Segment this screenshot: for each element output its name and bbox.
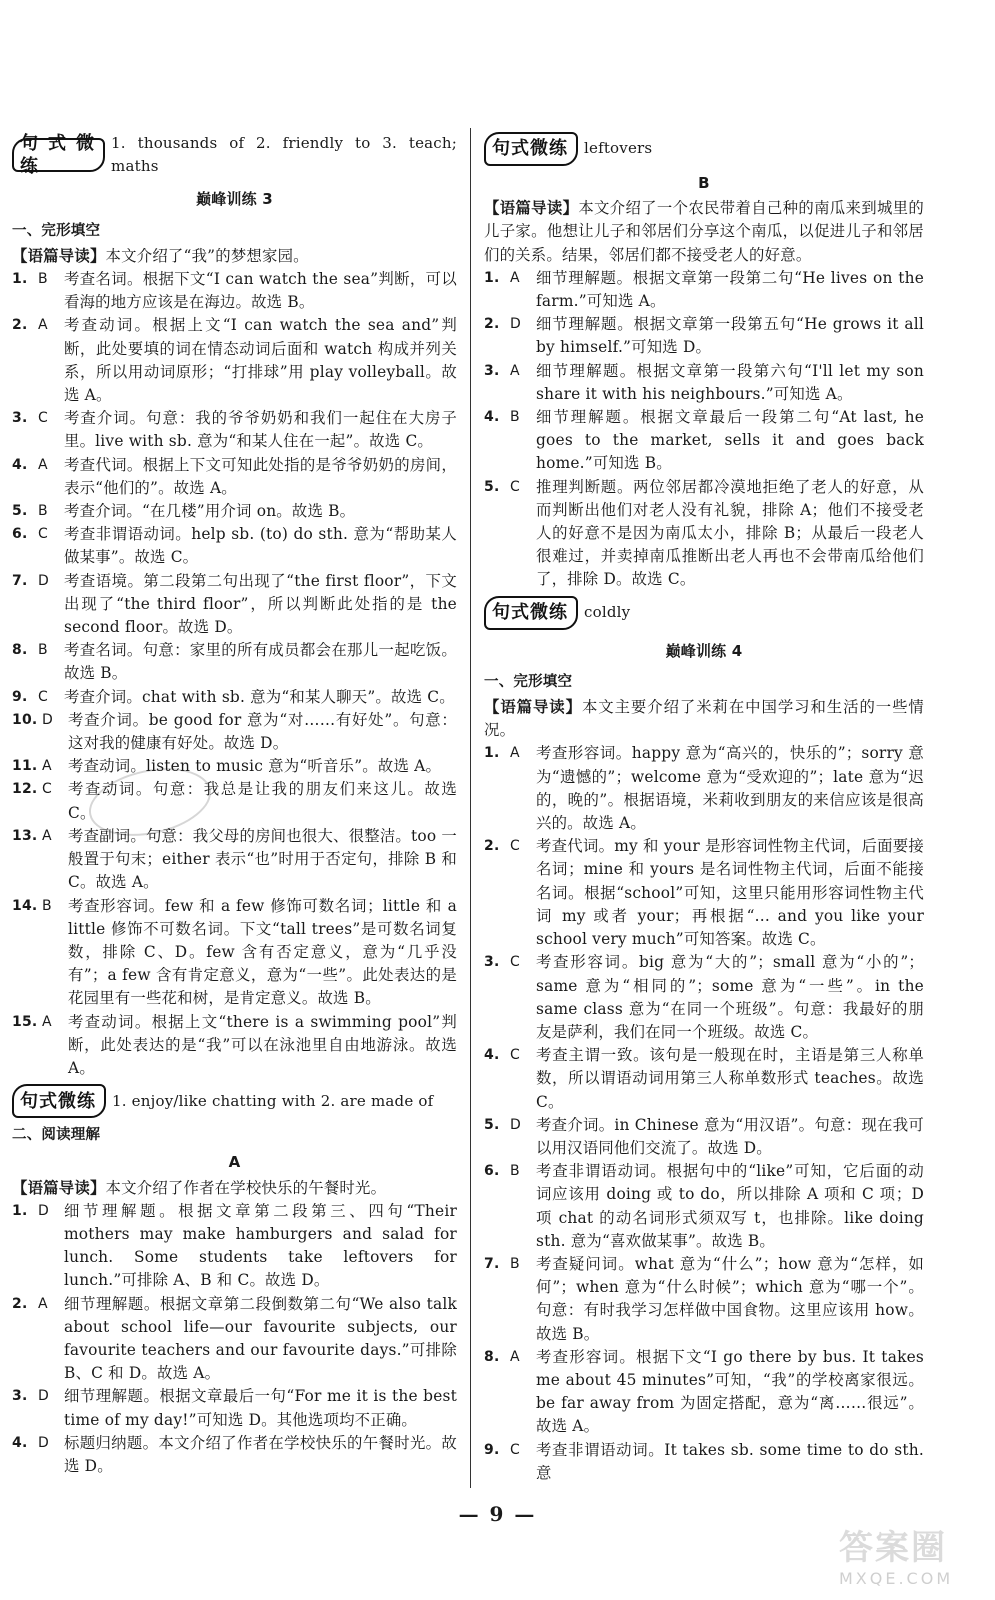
answer-item (484, 1044, 924, 1114)
item-answer: C (510, 838, 520, 855)
page-number: — 9 — (458, 1502, 537, 1526)
item-explanation: 细节理解题。根据文章第一段第五句“He grows it all by himself.”可知选 D。 (536, 315, 924, 357)
answer-item (12, 639, 457, 685)
practice-block (484, 596, 924, 630)
item-number: 5. (12, 503, 28, 520)
item-answer: C (38, 410, 48, 427)
item-explanation: 细节理解题。根据文章第一段第六句“I'll let my son share it with his neighbours.”可知选 A。 (536, 361, 924, 403)
item-explanation: 考查疑问词。what 意为“什么”；how 意为“怎样，如何”；when 意为“什么时候”；which 意为“哪一个”。句意：有时我学习怎样做中国食物。这里应该用 how。故选 B。 (536, 1254, 924, 1343)
item-number: 8. (12, 642, 28, 659)
item-answer: B (38, 503, 48, 520)
item-number: 2. (484, 316, 500, 333)
answer-item (12, 1011, 457, 1081)
item-number: 9. (12, 688, 28, 705)
item-explanation: 考查形容词。happy 意为“高兴的，快乐的”；sorry 意为“遗憾的”；welcome 意为“受欢迎的”；late 意为“迟的，晚的”。根据语境，米莉收到朋友的来信应该是很高兴的。故选 A。 (536, 744, 924, 833)
practice-answers: 1. enjoy/like chatting with 2. are made of (112, 1091, 434, 1110)
daodu-text: 本文介绍了作者在学校快乐的午餐时光。 (105, 1178, 387, 1197)
item-number: 8. (484, 1348, 500, 1365)
answer-item (484, 1114, 924, 1160)
item-number: 4. (484, 1047, 500, 1064)
item-explanation: 细节理解题。根据文章最后一句“For me it is the best time of my day!”可知选 D。其他选项均不正确。 (64, 1387, 457, 1429)
column-divider (470, 128, 471, 1488)
item-number: 6. (12, 526, 28, 543)
daodu-text: 本文主要介绍了米莉在中国学习和生活的一些情况。 (484, 698, 925, 740)
item-number: 14. (12, 897, 38, 914)
item-answer: D (38, 1388, 49, 1405)
answer-item (12, 755, 457, 778)
practice-block (12, 1084, 457, 1118)
item-number: 10. (12, 711, 38, 728)
daodu-text: 本文介绍了“我”的梦想家园。 (105, 246, 309, 265)
item-number: 1. (484, 269, 500, 286)
item-explanation: 考查形容词。根据下文“I go there by bus. It takes me about 45 minutes”可知，“我”的学校离家很远。be far away from 为固定搭配，意为“离……很远”。故选 A。 (536, 1347, 924, 1436)
answer-item (12, 500, 457, 523)
answer-item (484, 267, 924, 313)
answer-item (12, 268, 457, 314)
answer-item (12, 523, 457, 569)
practice-badge: 句式微练 (484, 596, 578, 630)
item-number: 11. (12, 758, 38, 775)
item-answer: B (510, 409, 520, 426)
item-answer: A (510, 269, 520, 286)
answer-item (484, 742, 924, 835)
daodu (12, 1177, 457, 1200)
daodu-tag: 【语篇导读】 (484, 698, 582, 717)
item-explanation: 考查非谓语动词。It takes sb. some time to do sth. 意 (536, 1440, 924, 1482)
item-explanation: 考查名词。根据下文“I can watch the sea”判断，可以看海的地方应该是在海边。故选 B。 (64, 270, 457, 312)
item-answer: B (42, 897, 52, 914)
daodu-tag: 【语篇导读】 (484, 199, 579, 218)
item-answer: A (510, 1348, 520, 1365)
answer-item (12, 1293, 457, 1386)
item-explanation: 考查主谓一致。该句是一般现在时，主语是第三人称单数，所以谓语动词用第三人称单数形式 teaches。故选 C。 (536, 1046, 924, 1111)
item-explanation: 考查介词。in Chinese 意为“用汉语”。句意：现在我可以用汉语同他们交流了。故选 D。 (536, 1115, 924, 1157)
item-answer: A (510, 745, 520, 762)
item-explanation: 细节理解题。根据文章第二段第三、四句“Their mothers may make hamburgers and salad for lunch. Some students take leftovers for lunch.”可排除 A、B 和 C。故选 D。 (64, 1201, 457, 1290)
practice-badge: 句式微练 (12, 138, 105, 172)
answer-item (484, 360, 924, 406)
answer-item (12, 1200, 457, 1293)
answer-item (12, 407, 457, 453)
item-answer: D (510, 316, 521, 333)
answer-item (484, 476, 924, 592)
answer-item (484, 1160, 924, 1253)
answer-list (12, 268, 457, 1080)
watermark-main: 答案圈 (839, 1528, 947, 1568)
practice-answers: leftovers (584, 139, 653, 158)
item-explanation: 考查代词。根据上下文可知此处指的是爷爷奶奶的房间，表示“他们的”。故选 A。 (64, 455, 457, 497)
item-answer: A (42, 1013, 52, 1030)
item-explanation: 考查动词。根据上文“I can watch the sea and”判断，此处要填的词在情态动词后面和 watch 构成并列关系，所以用动词原形；“打排球”用 play volleyball。故选 A。 (64, 316, 457, 405)
part-heading: 一、完形填空 (12, 222, 101, 239)
item-answer: A (38, 317, 48, 334)
item-answer: D (38, 1202, 49, 1219)
answer-item (12, 825, 457, 895)
item-answer: A (42, 758, 52, 775)
item-explanation: 细节理解题。根据文章第二段倒数第二句“We also talk about school life—our favourite subjects, our favourite teachers and our favourite days.”可排除 B、C 和 D。故选 A。 (64, 1294, 457, 1383)
item-explanation: 考查非谓语动词。根据句中的“like”可知，它后面的动词应该用 doing 或 to do，所以排除 A 项和 C 项；D 项 chat 的动名词形式须双写 t，也排除。like doing sth. 意为“喜欢做某事”。故选 B。 (536, 1162, 924, 1250)
daodu-tag: 【语篇导读】 (12, 1178, 106, 1197)
item-explanation: 细节理解题。根据文章最后一段第二句“At last, he goes to the market, sells it and goes back home.”可知选 B。 (536, 408, 924, 473)
item-number: 5. (484, 1116, 500, 1133)
item-answer: C (510, 954, 520, 971)
part-heading: 二、阅读理解 (12, 1127, 101, 1144)
item-answer: C (510, 1441, 520, 1458)
item-explanation: 推理判断题。两位邻居都冷漠地拒绝了老人的好意，从而判断出他们对老人没有礼貌，排除 A；他们不接受老人的好意不是因为南瓜太小，排除 B；从最后一段老人很难过，并卖掉南瓜推断出老人再也不会带南瓜给他们了，排除 D。故选 C。 (536, 477, 924, 589)
item-explanation: 考查动词。根据上文“there is a swimming pool”判断，此处表达的是“我”可以在泳池里自由地游泳。故选 A。 (68, 1012, 457, 1077)
item-explanation: 考查动词。句意：我总是让我的朋友们来这儿。故选 C。 (68, 780, 457, 822)
item-explanation: 考查动词。listen to music 意为“听音乐”。故选 A。 (68, 757, 442, 776)
answer-item (484, 835, 924, 951)
item-explanation: 考查非谓语动词。help sb. (to) do sth. 意为“帮助某人做某事”。故选 C。 (64, 525, 457, 567)
answer-item (12, 778, 457, 824)
item-answer: C (38, 526, 48, 543)
part-heading: 一、完形填空 (484, 673, 573, 690)
item-number: 1. (12, 1202, 28, 1219)
item-number: 3. (12, 410, 28, 427)
item-explanation: 细节理解题。根据文章第一段第二句“He lives on the farm.”可知选 A。 (536, 268, 924, 311)
answer-item (484, 1439, 924, 1485)
item-explanation: 考查副词。句意：我父母的房间也很大、很整洁。too 一般置于句末；either 表示“也”时用于否定句，排除 B 和 C。故选 A。 (68, 826, 457, 892)
answer-item (484, 406, 924, 476)
answer-list (484, 267, 924, 592)
practice-badge: 句式微练 (12, 1084, 106, 1118)
answer-item (484, 1346, 924, 1439)
passage-letter: B (698, 174, 710, 192)
item-explanation: 考查形容词。big 意为“大的”；small 意为“小的”；same 意为“相同的”；some 意为“一些”。in the same class 意为“在同一个班级”。句意：我最好的朋友是萨利，我们在同一个班级。故选 C。 (536, 953, 924, 1041)
item-number: 3. (484, 362, 500, 379)
daodu (484, 197, 924, 267)
item-number: 3. (484, 954, 500, 971)
item-number: 4. (484, 409, 500, 426)
item-answer: C (510, 1047, 520, 1064)
answer-item (12, 570, 457, 640)
item-number: 7. (484, 1255, 500, 1272)
practice-block (12, 132, 457, 178)
practice-answers: coldly (584, 603, 631, 622)
item-explanation: 考查介词。chat with sb. 意为“和某人聊天”。故选 C。 (64, 687, 455, 706)
item-number: 2. (12, 317, 28, 334)
section-title: 巅峰训练 3 (196, 190, 273, 209)
item-number: 1. (12, 271, 28, 288)
item-answer: B (510, 1255, 520, 1272)
answer-item (12, 895, 457, 1011)
answer-list (484, 742, 924, 1485)
item-number: 4. (12, 1434, 28, 1451)
section-title: 巅峰训练 4 (665, 641, 743, 660)
daodu-text: 本文介绍了一个农民带着自己种的南瓜来到城里的儿子家。他想让儿子和邻居们分享这个南瓜，以促进儿子和邻居们的关系。结果，邻居们都不接受老人的好意。 (484, 199, 924, 264)
practice-answers: 1. thousands of 2. friendly to 3. teach; maths (111, 134, 457, 176)
answer-item (484, 1253, 924, 1346)
answer-item (12, 454, 457, 500)
watermark-logo (839, 1520, 969, 1590)
item-answer: D (42, 711, 53, 728)
daodu (12, 245, 457, 268)
item-number: 2. (12, 1295, 28, 1312)
item-answer: B (38, 642, 48, 659)
item-number: 12. (12, 781, 38, 798)
left-column (12, 128, 457, 1478)
item-number: 5. (484, 478, 500, 495)
item-answer: C (38, 688, 48, 705)
item-answer: D (38, 572, 49, 589)
daodu-tag: 【语篇导读】 (12, 246, 106, 265)
item-explanation: 考查介词。句意：我的爷爷奶奶和我们一起住在大房子里。live with sb. 意为“和某人住在一起”。故选 C。 (64, 409, 457, 451)
answer-item (484, 951, 924, 1044)
item-explanation: 考查介词。“在几楼”用介词 on。故选 B。 (64, 502, 356, 521)
answer-list (12, 1200, 457, 1478)
item-answer: A (38, 1295, 48, 1312)
answer-item (12, 686, 457, 709)
passage-letter: A (228, 1153, 241, 1172)
item-explanation: 考查名词。句意：家里的所有成员都会在那儿一起吃饭。故选 B。 (64, 641, 457, 683)
answer-item (484, 313, 924, 359)
item-number: 4. (12, 456, 28, 473)
item-number: 7. (12, 572, 28, 589)
item-number: 15. (12, 1013, 38, 1030)
item-explanation: 考查形容词。few 和 a few 修饰可数名词；little 和 a little 修饰不可数名词。下文“tall trees”是可数名词复数，排除 C、D。few 含有否定意义，意为“几乎没有”；a few 含有肯定意义，意为“一些”。此处表达的是花园里有一些花和树，是肯定意义。故选 B。 (68, 896, 457, 1008)
item-explanation: 考查代词。my 和 your 是形容词性物主代词，后面要接名词；mine 和 yours 是名词性物主代词，后面不能接名词。根据“school”可知，这里只能用形容词性物主代词 my 或者 your；再根据“... and you like your school very much”可知答案。故选 C。 (536, 837, 924, 949)
watermark-sub: MXQE.COM (839, 1569, 954, 1588)
answer-item (12, 1432, 457, 1478)
item-explanation: 考查语境。第二段第二句出现了“the first floor”，下文出现了“the third floor”，所以判断此处指的是 the second floor。故选 D。 (64, 571, 457, 637)
item-number: 6. (484, 1163, 500, 1180)
item-answer: B (510, 1163, 520, 1180)
item-answer: D (510, 1116, 521, 1133)
item-answer: C (510, 478, 520, 495)
item-answer: A (42, 827, 52, 844)
answer-item (12, 1385, 457, 1431)
item-number: 1. (484, 745, 500, 762)
item-number: 3. (12, 1388, 28, 1405)
item-answer: A (38, 456, 48, 473)
item-answer: B (38, 271, 48, 288)
item-answer: A (510, 362, 520, 379)
item-answer: D (38, 1434, 49, 1451)
item-explanation: 标题归纳题。本文介绍了作者在学校快乐的午餐时光。故选 D。 (64, 1433, 457, 1475)
item-explanation: 考查介词。be good for 意为“对……有好处”。句意：这对我的健康有好处。故选 D。 (68, 710, 457, 753)
practice-block (484, 132, 924, 166)
item-number: 13. (12, 827, 38, 844)
daodu (484, 696, 924, 742)
item-number: 2. (484, 838, 500, 855)
practice-badge: 句式微练 (484, 132, 578, 166)
answer-item (12, 314, 457, 407)
item-number: 9. (484, 1441, 500, 1458)
answer-item (12, 709, 457, 755)
right-column (484, 128, 924, 1485)
item-answer: C (42, 781, 52, 798)
